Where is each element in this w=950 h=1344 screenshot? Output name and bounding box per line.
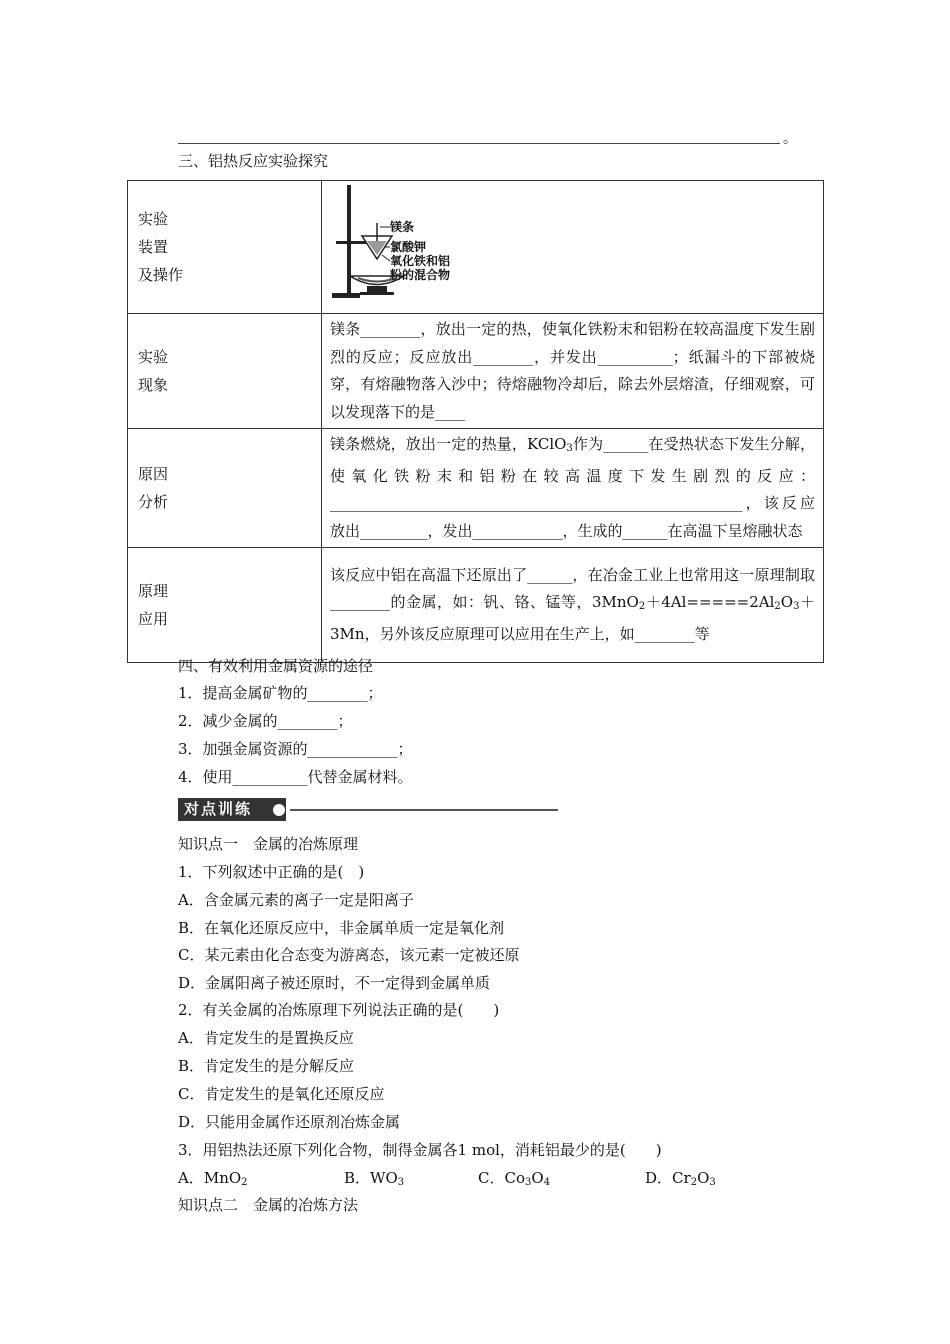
end-punctuation: 。 xyxy=(783,131,797,147)
question-1-option: C．某元素由化合态变为游离态，该元素一定被还原 xyxy=(178,946,520,964)
section4-item: 3．加强金属资源的____________； xyxy=(178,740,413,758)
row-label-phenomenon: 实验 现象 xyxy=(128,314,322,429)
thermite-apparatus-diagram xyxy=(322,181,482,309)
question-1-option: D．金属阳离子被还原时，不一定得到金属单质 xyxy=(178,974,491,992)
question-2-option: B．肯定发生的是分解反应 xyxy=(178,1057,355,1075)
practice-banner: 对点训练 xyxy=(178,798,286,821)
question-2-stem: 2．有关金属的冶炼原理下列说法正确的是( ) xyxy=(178,1001,500,1019)
phenomenon-content: 镁条________，放出一定的热，使氧化铁粉末和铝粉在较高温度下发生剧烈的反应；反应放出________，并发出__________；纸漏斗的下部被烧穿，有熔融物落入沙中；待熔融物冷却后，除去外层熔渣，仔细观察，可以发现落下的是____ xyxy=(322,314,824,429)
knowledge-point-2-title: 知识点二 金属的冶炼方法 xyxy=(178,1196,359,1214)
table-row-application xyxy=(128,548,824,663)
row-label-application: 原理 应用 xyxy=(128,548,322,663)
question-3-option-c: C．$Co_3O_4$ xyxy=(478,1169,551,1188)
table-row-apparatus xyxy=(128,181,824,314)
question-3-stem: 3．用铝热法还原下列化合物，制得金属各1 mol，消耗铝最少的是( ) xyxy=(178,1141,662,1159)
section4-item: 2．减少金属的________； xyxy=(178,712,353,730)
section4-title: 四、有效利用金属资源的途径 xyxy=(178,657,374,675)
label-magnesium: 镁条 xyxy=(390,220,415,234)
row-label-apparatus: 实验 装置 及操作 xyxy=(128,181,322,314)
question-3-option-d: D．$Cr_2O_3$ xyxy=(645,1169,716,1188)
apparatus-cell xyxy=(322,181,824,314)
row-label-analysis: 原因 分析 xyxy=(128,429,322,548)
label-kclo3: 氯酸钾 xyxy=(390,240,427,254)
section4-item: 1．提高金属矿物的________； xyxy=(178,684,383,702)
question-2-option: C．肯定发生的是氧化还原反应 xyxy=(178,1085,385,1103)
answer-blank-line xyxy=(178,143,780,144)
label-mixture-2: 粉的混合物 xyxy=(390,268,451,282)
banner-rule xyxy=(290,809,558,811)
table-row-phenomenon xyxy=(128,314,824,429)
section3-title: 三、铝热反应实验探究 xyxy=(178,152,329,170)
question-1-option: B．在氧化还原反应中，非金属单质一定是氧化剂 xyxy=(178,919,505,937)
question-3-option-b: B．$WO_3$ xyxy=(344,1169,405,1188)
label-mixture-1: 氧化铁和铝 xyxy=(390,254,451,268)
banner-dot-icon xyxy=(273,804,285,816)
question-2-option: D．只能用金属作还原剂冶炼金属 xyxy=(178,1113,401,1131)
question-1-option: A．含金属元素的离子一定是阳离子 xyxy=(178,891,414,909)
application-content: 该反应中铝在高温下还原出了______，在冶金工业上也常用这一原理制取________的金属，如：钒、铬、锰等，$3MnO_2+4Al=====2Al_2O_3+3Mn$，另外该反应原理可以应用在生产上，如________等 xyxy=(322,548,824,663)
experiment-table xyxy=(127,180,824,663)
question-3-option-a: A．MnO$_2$ xyxy=(178,1169,248,1188)
knowledge-point-1-title: 知识点一 金属的冶炼原理 xyxy=(178,835,359,853)
section4-item: 4．使用__________代替金属材料。 xyxy=(178,768,413,786)
analysis-content: 镁条燃烧，放出一定的热量，KClO$_3$作为______在受热状态下发生分解，使氧化铁粉末和铝粉在较高温度下发生剧烈的反应：_______________________________________________________，该反应放出_________，发出____________，生成的______在高温下呈熔融状态 xyxy=(322,429,824,548)
question-2-option: A．肯定发生的是置换反应 xyxy=(178,1029,354,1047)
question-1-stem: 1．下列叙述中正确的是( ) xyxy=(178,863,365,881)
table-row-analysis xyxy=(128,429,824,548)
